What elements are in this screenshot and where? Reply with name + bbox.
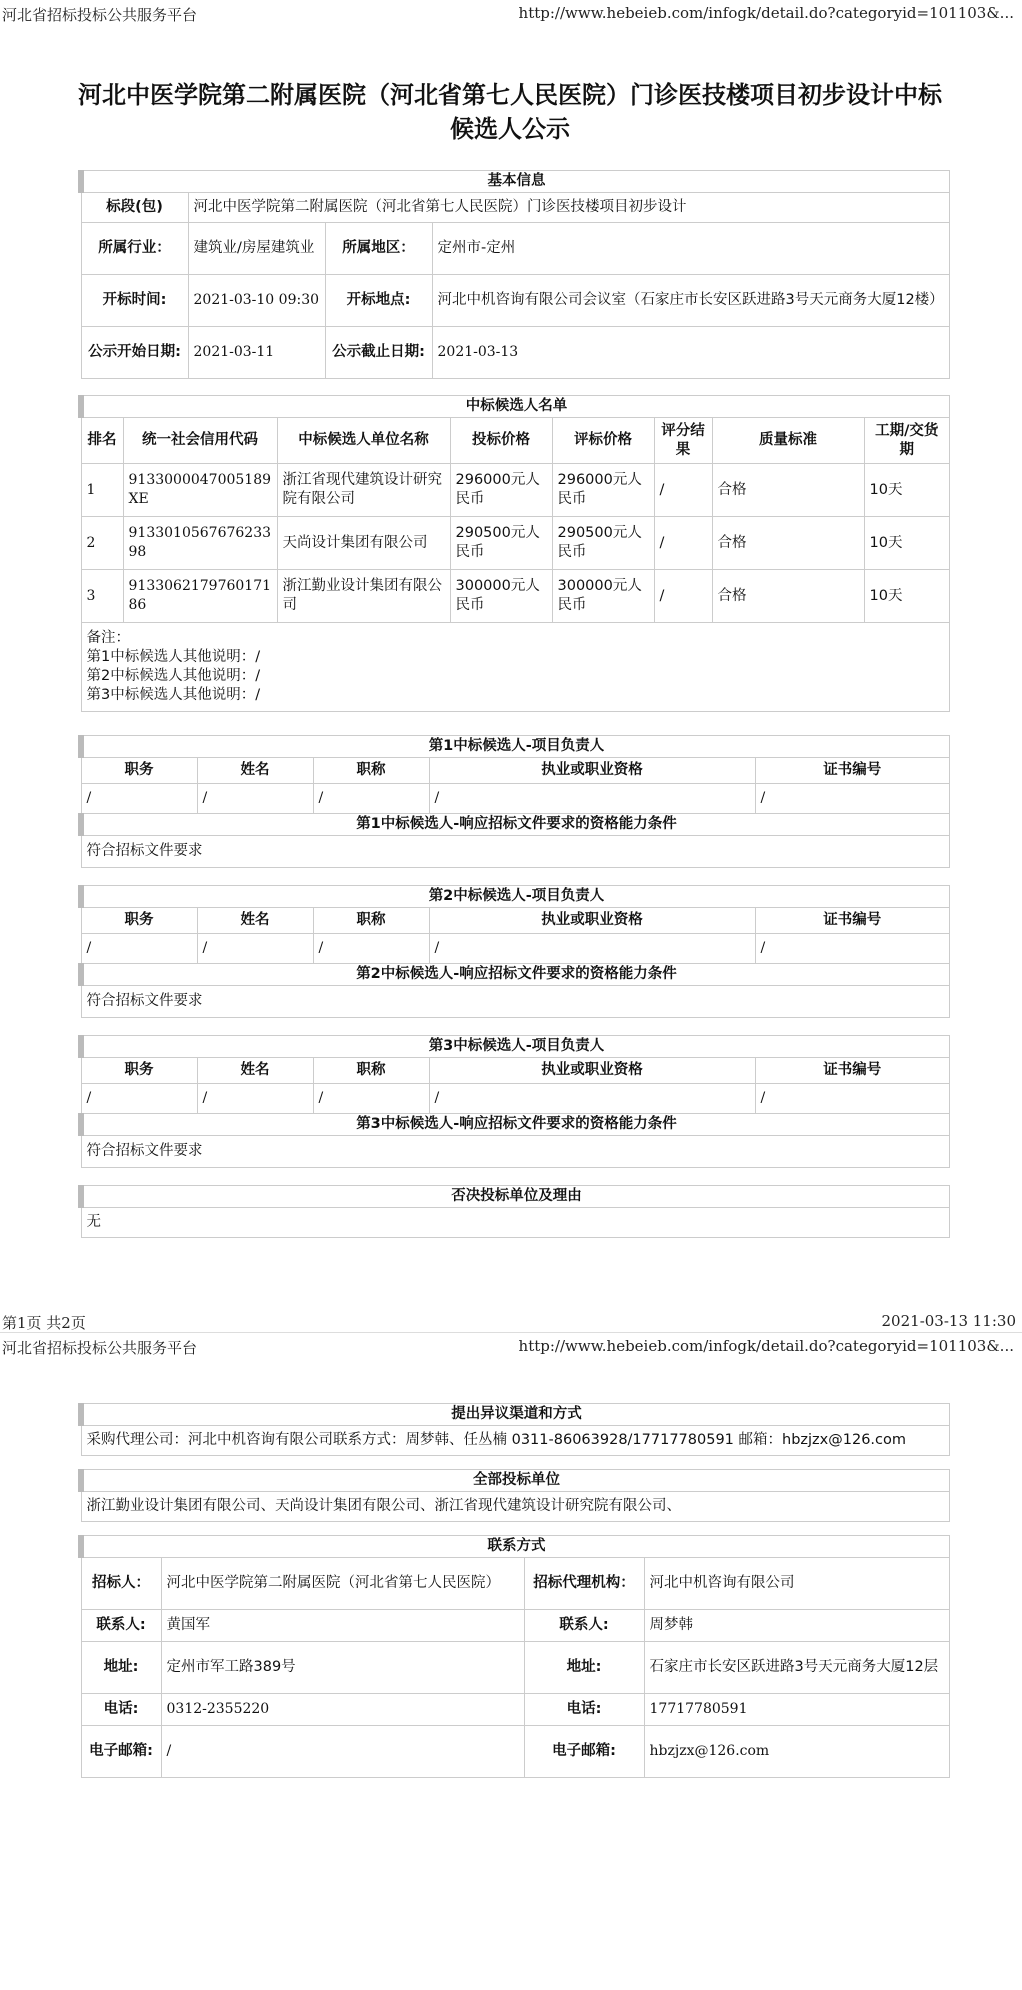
col-header: 职务 <box>81 758 197 784</box>
cell: 3 <box>81 570 123 623</box>
cell: 10天 <box>864 517 950 570</box>
all-bidders-table <box>78 1469 950 1522</box>
note-line: 第1中标候选人其他说明：/ <box>86 649 261 665</box>
cell: / <box>654 464 712 517</box>
cell: / <box>313 934 429 964</box>
qualification-caption: 第2中标候选人-响应招标文件要求的资格能力条件 <box>81 964 950 986</box>
pub-end-label: 公示截止日期: <box>325 327 432 379</box>
industry-value: 建筑业/房屋建筑业 <box>188 223 325 275</box>
cell: 浙江省现代建筑设计研究院有限公司 <box>277 464 450 517</box>
col-header: 排名 <box>81 418 123 464</box>
phone-label: 电话: <box>524 1694 644 1726</box>
pub-start-label: 公示开始日期: <box>81 327 188 379</box>
col-header: 质量标准 <box>712 418 864 464</box>
table-row <box>81 784 950 814</box>
person-section-2 <box>78 885 950 1018</box>
objection-value: 采购代理公司：河北中机咨询有限公司联系方式：周梦韩、任丛楠 0311-86063928/17717780591 邮箱：hbzjzx@126.com <box>81 1426 950 1456</box>
region-label: 所属地区： <box>325 223 432 275</box>
industry-label: 所属行业： <box>81 223 188 275</box>
candidates-section <box>78 395 950 712</box>
basic-info-caption: 基本信息 <box>81 171 950 193</box>
section-label: 标段(包) <box>81 193 188 223</box>
cell: / <box>197 784 313 814</box>
cell: / <box>429 784 755 814</box>
person-caption: 第3中标候选人-项目负责人 <box>81 1036 950 1058</box>
open-time-label: 开标时间: <box>81 275 188 327</box>
person-section-3 <box>78 1035 950 1168</box>
cell: 2 <box>81 517 123 570</box>
cell: 1 <box>81 464 123 517</box>
qualification-value: 符合招标文件要求 <box>81 1136 950 1168</box>
table-row <box>81 464 950 517</box>
address-label: 地址: <box>81 1642 161 1694</box>
cell: / <box>197 1084 313 1114</box>
note-line: 备注： <box>86 630 130 646</box>
objection-caption: 提出异议渠道和方式 <box>81 1404 950 1426</box>
all-bidders-value: 浙江勤业设计集团有限公司、天尚设计集团有限公司、浙江省现代建筑设计研究院有限公司、 <box>81 1492 950 1522</box>
table-row <box>81 517 950 570</box>
tenderer-phone: 0312-2355220 <box>161 1694 524 1726</box>
page-header <box>0 1333 1022 1359</box>
cell: 合格 <box>712 517 864 570</box>
cell: / <box>429 934 755 964</box>
col-header: 工期/交货期 <box>864 418 950 464</box>
cell: / <box>81 1084 197 1114</box>
email-label: 电子邮箱: <box>81 1726 161 1778</box>
site-name: 河北省招标投标公共服务平台 <box>2 1339 198 1357</box>
col-header: 统一社会信用代码 <box>123 418 277 464</box>
contact-caption: 联系方式 <box>81 1536 950 1558</box>
candidates-table <box>78 395 950 712</box>
cell: / <box>429 1084 755 1114</box>
objection-section <box>78 1403 950 1456</box>
tenderer-label: 招标人： <box>81 1558 161 1610</box>
table-row <box>81 570 950 623</box>
cell: / <box>313 1084 429 1114</box>
open-place-value: 河北中机咨询有限公司会议室（石家庄市长安区跃进路3号天元商务大厦12楼） <box>432 275 950 327</box>
open-place-label: 开标地点: <box>325 275 432 327</box>
cell: / <box>313 784 429 814</box>
tenderer-email: / <box>161 1726 524 1778</box>
person-section-1 <box>78 735 950 868</box>
qualification-caption: 第3中标候选人-响应招标文件要求的资格能力条件 <box>81 1114 950 1136</box>
col-header: 投标价格 <box>450 418 552 464</box>
contact-section <box>78 1535 950 1778</box>
email-label: 电子邮箱: <box>524 1726 644 1778</box>
cell: 浙江勤业设计集团有限公司 <box>277 570 450 623</box>
cell: 290500元人民币 <box>450 517 552 570</box>
address-label: 地址: <box>524 1642 644 1694</box>
cell: 296000元人民币 <box>450 464 552 517</box>
tenderer-value: 河北中医学院第二附属医院（河北省第七人民医院） <box>161 1558 524 1610</box>
agency-contact: 周梦韩 <box>644 1610 950 1642</box>
qualification-value: 符合招标文件要求 <box>81 986 950 1018</box>
col-header: 职称 <box>313 908 429 934</box>
cell: 290500元人民币 <box>552 517 654 570</box>
col-header: 执业或职业资格 <box>429 758 755 784</box>
pub-end-value: 2021-03-13 <box>432 327 950 379</box>
col-header: 姓名 <box>197 1058 313 1084</box>
open-time-value: 2021-03-10 09:30 <box>188 275 325 327</box>
rejected-caption: 否决投标单位及理由 <box>81 1186 950 1208</box>
col-header: 职务 <box>81 1058 197 1084</box>
col-header: 证书编号 <box>755 908 950 934</box>
cell: 10天 <box>864 464 950 517</box>
page-footer <box>0 1310 1022 1332</box>
col-header: 执业或职业资格 <box>429 908 755 934</box>
cell: / <box>81 934 197 964</box>
person-caption: 第2中标候选人-项目负责人 <box>81 886 950 908</box>
all-bidders-caption: 全部投标单位 <box>81 1470 950 1492</box>
col-header: 执业或职业资格 <box>429 1058 755 1084</box>
all-bidders-section <box>78 1469 950 1522</box>
page-url[interactable]: http://www.hebeieb.com/infogk/detail.do?categoryid=101103&... <box>518 1337 1014 1355</box>
candidates-caption: 中标候选人名单 <box>81 396 950 418</box>
page-title: 河北中医学院第二附属医院（河北省第七人民医院）门诊医技楼项目初步设计中标候选人公示 <box>78 81 942 143</box>
contact-person-label: 联系人: <box>524 1610 644 1642</box>
agency-label: 招标代理机构： <box>524 1558 644 1610</box>
agency-value: 河北中机咨询有限公司 <box>644 1558 950 1610</box>
person-table-2 <box>78 885 950 1018</box>
basic-info-table <box>78 170 950 379</box>
cell: / <box>654 570 712 623</box>
person-table-3 <box>78 1035 950 1168</box>
cell: 10天 <box>864 570 950 623</box>
cell: 300000元人民币 <box>450 570 552 623</box>
note-line: 第2中标候选人其他说明：/ <box>86 668 261 684</box>
rejected-value: 无 <box>81 1208 950 1238</box>
objection-table <box>78 1403 950 1456</box>
col-header: 证书编号 <box>755 758 950 784</box>
col-header: 评分结果 <box>654 418 712 464</box>
agency-email[interactable]: hbzjzx@126.com <box>644 1726 950 1778</box>
page-url[interactable]: http://www.hebeieb.com/infogk/detail.do?categoryid=101103&... <box>518 4 1014 22</box>
cell: 296000元人民币 <box>552 464 654 517</box>
table-row <box>81 1084 950 1114</box>
cell: 合格 <box>712 464 864 517</box>
rejected-section <box>78 1185 950 1238</box>
col-header: 职务 <box>81 908 197 934</box>
print-datetime: 2021-03-13 11:30 <box>881 1312 1016 1330</box>
cell: / <box>654 517 712 570</box>
candidates-notes <box>81 623 950 712</box>
cell: / <box>755 934 950 964</box>
cell: 913301056767623398 <box>123 517 277 570</box>
col-header: 职称 <box>313 1058 429 1084</box>
page-number: 第1页 共2页 <box>2 1314 86 1332</box>
cell: 300000元人民币 <box>552 570 654 623</box>
basic-info-section <box>78 170 950 379</box>
col-header: 姓名 <box>197 758 313 784</box>
cell: 合格 <box>712 570 864 623</box>
page-header <box>0 0 1022 26</box>
cell: / <box>197 934 313 964</box>
cell: 913306217976017186 <box>123 570 277 623</box>
phone-label: 电话: <box>81 1694 161 1726</box>
cell: 9133000047005189XE <box>123 464 277 517</box>
col-header: 证书编号 <box>755 1058 950 1084</box>
col-header: 中标候选人单位名称 <box>277 418 450 464</box>
rejected-table <box>78 1185 950 1238</box>
cell: / <box>755 1084 950 1114</box>
contact-table <box>78 1535 950 1778</box>
agency-address: 石家庄市长安区跃进路3号天元商务大厦12层 <box>644 1642 950 1694</box>
qualification-caption: 第1中标候选人-响应招标文件要求的资格能力条件 <box>81 814 950 836</box>
person-table-1 <box>78 735 950 868</box>
cell: / <box>755 784 950 814</box>
site-name: 河北省招标投标公共服务平台 <box>2 6 198 24</box>
cell: 天尚设计集团有限公司 <box>277 517 450 570</box>
agency-phone: 17717780591 <box>644 1694 950 1726</box>
contact-person-label: 联系人: <box>81 1610 161 1642</box>
col-header: 评标价格 <box>552 418 654 464</box>
table-row <box>81 934 950 964</box>
tenderer-address: 定州市军工路389号 <box>161 1642 524 1694</box>
note-line: 第3中标候选人其他说明：/ <box>86 687 261 703</box>
qualification-value: 符合招标文件要求 <box>81 836 950 868</box>
region-value: 定州市-定州 <box>432 223 950 275</box>
col-header: 姓名 <box>197 908 313 934</box>
person-caption: 第1中标候选人-项目负责人 <box>81 736 950 758</box>
cell: / <box>81 784 197 814</box>
section-value: 河北中医学院第二附属医院（河北省第七人民医院）门诊医技楼项目初步设计 <box>188 193 950 223</box>
pub-start-value: 2021-03-11 <box>188 327 325 379</box>
col-header: 职称 <box>313 758 429 784</box>
tenderer-contact: 黄国军 <box>161 1610 524 1642</box>
